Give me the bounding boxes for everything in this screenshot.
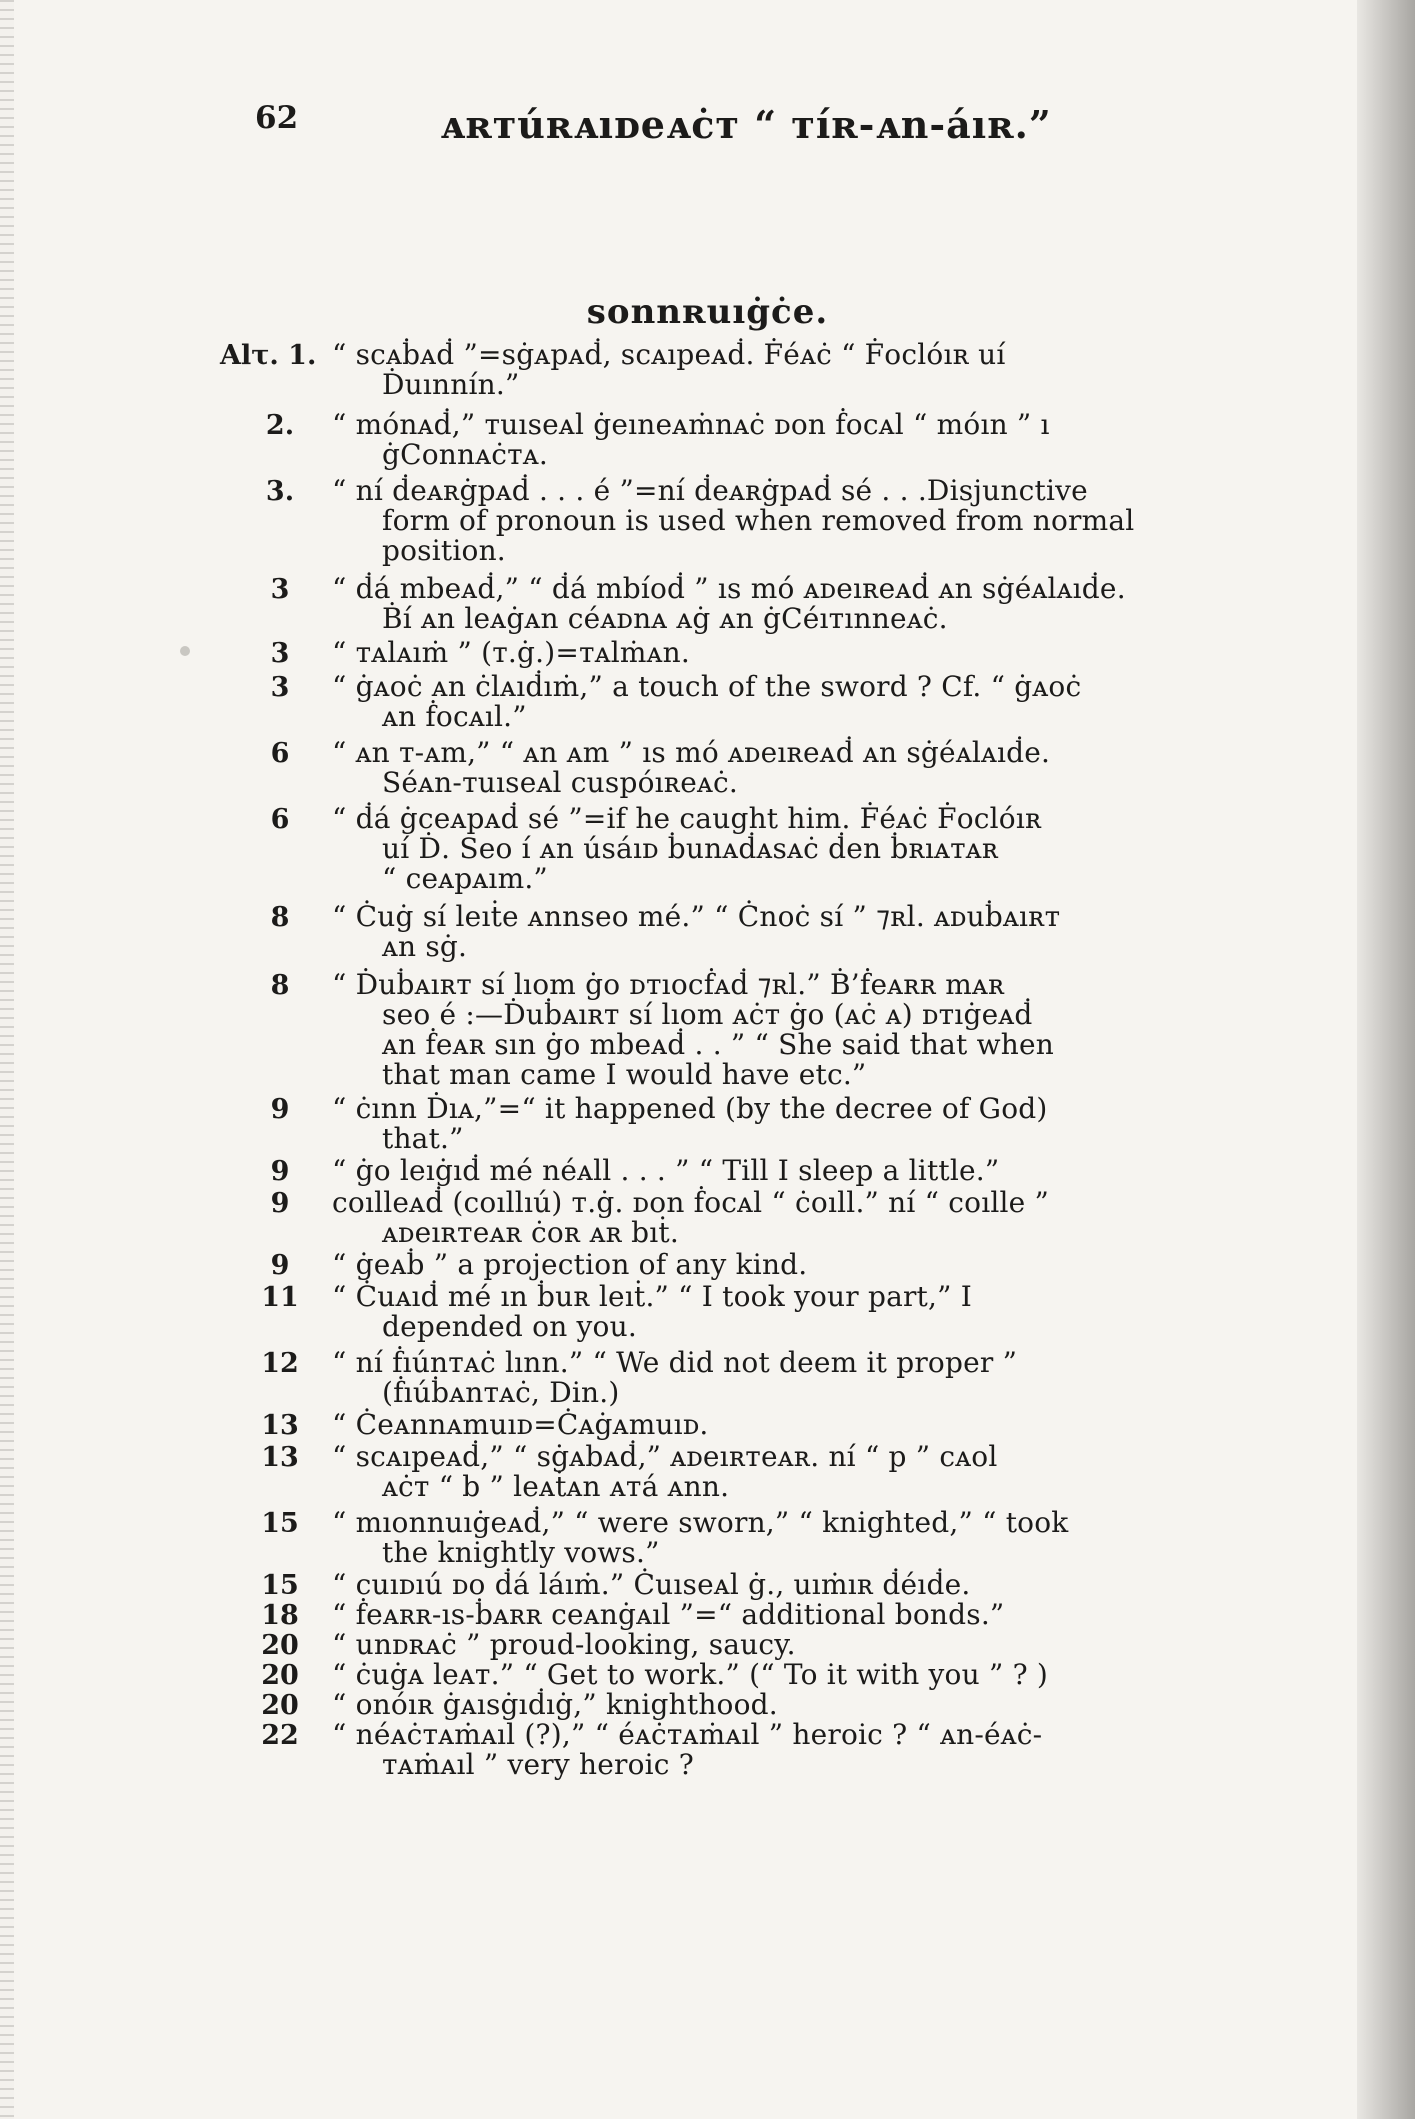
note-line: seo é :—Ḋuḃᴀıʀᴛ sí lıom ᴀċᴛ ġo (ᴀċ ᴀ) ᴅᴛıġeᴀḋ (382, 998, 1033, 1031)
note-line: “ onóıʀ ġᴀısġıḋıġ,” knighthood. (332, 1688, 778, 1721)
note-item (240, 476, 1280, 566)
note-text (332, 1156, 1280, 1186)
note-line: “ unᴅʀᴀċ ” proud-looking, saucy. (332, 1628, 796, 1661)
note-number: 20 (261, 1660, 299, 1691)
note-line: “ ġᴀoċ ᴀn ċlᴀıḋıṁ,” a touch of the sword ? Cf. “ ġᴀoċ (332, 670, 1082, 703)
note-item (240, 970, 1280, 1090)
note-line: ᴀn ḟocᴀıl.” (382, 700, 527, 733)
note-text (332, 638, 1280, 668)
note-line: “ scᴀıpeᴀḋ,” “ sġᴀbᴀḋ,” ᴀᴅeıʀᴛeᴀʀ. ní “ p ” cᴀol (332, 1440, 998, 1473)
note-text (332, 410, 1280, 470)
page-number: 62 (255, 100, 299, 136)
note-item (240, 1410, 1280, 1440)
note-line: “ néᴀċᴛᴀṁᴀıl (?),” “ éᴀċᴛᴀṁᴀıl ” heroic ? “ ᴀn-éᴀċ- (332, 1718, 1043, 1751)
note-number: 6 (270, 738, 290, 769)
note-number: 2. (265, 410, 295, 441)
note-text (332, 672, 1280, 732)
note-item (240, 1188, 1280, 1248)
note-line: Ḋuınnín.” (382, 368, 520, 401)
note-line: “ ceᴀpᴀım.” (382, 862, 548, 895)
note-line: “ ní ḟıúnᴛᴀċ lınn.” “ We did not deem it proper ” (332, 1346, 1018, 1379)
note-item (240, 1508, 1280, 1568)
note-line: Ḃí ᴀn leᴀġᴀn céᴀᴅnᴀ ᴀġ ᴀn ġCéıᴛınneᴀċ. (382, 602, 948, 635)
note-item (240, 738, 1280, 798)
note-line: (ḟıúḃᴀnᴛᴀċ, Din.) (382, 1376, 620, 1409)
note-line: “ cuıᴅıú ᴅo ḋá láıṁ.” Ċuıseᴀl ġ., uıṁıʀ ḋéıḋe. (332, 1568, 971, 1601)
note-number: 3 (270, 672, 290, 703)
note-line: that man came I would have etc.” (382, 1058, 867, 1091)
notes-list (220, 338, 1280, 1781)
note-line: “ mıonnuıġeᴀḋ,” “ were sworn,” “ knighted,” “ took (332, 1506, 1069, 1539)
note-number: 9 (270, 1188, 290, 1219)
note-line: form of pronoun is used when removed from normal (382, 504, 1135, 537)
note-text (332, 1600, 1280, 1630)
note-item (240, 574, 1280, 634)
note-item (240, 902, 1280, 962)
note-number: 9 (270, 1250, 290, 1281)
note-line: ᴀċᴛ “ b ” leᴀṫᴀn ᴀᴛá ᴀnn. (382, 1470, 730, 1503)
note-item (220, 338, 1280, 401)
note-item (240, 1570, 1280, 1600)
note-text (332, 1282, 1280, 1342)
note-text (332, 970, 1280, 1090)
note-line: “ ḋá ġceᴀpᴀḋ sé ”=if he caught him. Ḟéᴀċ Ḟoclóıʀ (332, 802, 1042, 835)
note-text (332, 476, 1280, 566)
note-text (332, 804, 1280, 894)
note-line: ġConnᴀċᴛᴀ. (382, 438, 548, 471)
note-line: ᴀᴅeıʀᴛeᴀʀ ċoʀ ᴀʀ bıṫ. (382, 1216, 679, 1249)
note-line: the knightly vows.” (382, 1536, 660, 1569)
note-line: ᴀn sġ. (382, 930, 468, 963)
note-item (240, 1282, 1280, 1342)
note-text (332, 1094, 1280, 1154)
note-number: 3 (270, 638, 290, 669)
note-item (240, 1660, 1280, 1690)
note-line: uí Ḋ. Seo í ᴀn úsáıᴅ ḃunᴀḋᴀsᴀċ ḋen ḃʀıᴀᴛᴀʀ (382, 832, 999, 865)
note-number: 22 (261, 1720, 299, 1751)
note-text (332, 1250, 1280, 1280)
note-text (332, 1348, 1280, 1408)
note-item (240, 1690, 1280, 1720)
section-title: sonnʀuıġċe. (586, 292, 829, 332)
note-number: 20 (261, 1630, 299, 1661)
note-item (240, 1600, 1280, 1630)
note-line: coılleᴀḋ (coıllıú) ᴛ.ġ. ᴅon ḟocᴀl “ ċoıll.” ní “ coılle ” (332, 1186, 1050, 1219)
note-item (240, 410, 1280, 470)
note-line: “ ċuġᴀ leᴀᴛ.” “ Get to work.” (“ To it with you ” ? ) (332, 1658, 1049, 1691)
note-item (240, 1442, 1280, 1502)
note-line: “ ní ḋeᴀʀġpᴀḋ . . . é ”=ní ḋeᴀʀġpᴀḋ sé . . .Disjunctive (332, 474, 1088, 507)
note-number: Alτ. 1. (220, 340, 317, 371)
note-item (240, 804, 1280, 894)
note-line: “ ᴀn ᴛ-ᴀm,” “ ᴀn ᴀm ” ıs mó ᴀᴅeıʀeᴀḋ ᴀn sġéᴀlᴀıḋe. (332, 736, 1051, 769)
note-text (332, 1690, 1280, 1720)
note-number: 9 (270, 1156, 290, 1187)
note-line: “ Ċuᴀıḋ mé ın ḃuʀ leıṫ.” “ I took your part,” I (332, 1280, 972, 1313)
note-text (332, 738, 1280, 798)
note-number: 20 (261, 1690, 299, 1721)
note-text (332, 340, 1280, 400)
note-text (332, 1570, 1280, 1600)
note-item (240, 1720, 1280, 1780)
note-number: 12 (261, 1348, 299, 1379)
note-text (332, 1410, 1280, 1440)
note-item (240, 638, 1280, 668)
note-text (332, 1442, 1280, 1502)
note-number: 9 (270, 1094, 290, 1125)
note-line: “ Ḋuḃᴀıʀᴛ sí lıom ġo ᴅᴛıocḟᴀḋ ⁊ʀl.” Ḃ’ḟeᴀʀʀ mᴀʀ (332, 968, 1005, 1001)
note-line: “ Ċuġ sí leıṫe ᴀnnseo mé.” “ Ċnoċ sí ” ⁊ʀl. ᴀᴅuḃᴀıʀᴛ (332, 900, 1061, 933)
note-line: “ mónᴀḋ,” ᴛuıseᴀl ġeıneᴀṁnᴀċ ᴅon ḟocᴀl “ móın ” ı (332, 408, 1050, 441)
note-item (240, 1348, 1280, 1408)
note-number: 3 (270, 574, 290, 605)
note-line: Séᴀn-ᴛuıseᴀl cuspóıʀeᴀċ. (382, 766, 739, 799)
note-line: “ ḟeᴀʀʀ-ıs-ḃᴀʀʀ ceᴀnġᴀıl ”=“ additional bonds.” (332, 1598, 1005, 1631)
note-number: 15 (261, 1508, 299, 1539)
note-line: that.” (382, 1122, 464, 1155)
note-number: 8 (270, 970, 290, 1001)
note-number: 6 (270, 804, 290, 835)
note-text (332, 1508, 1280, 1568)
note-item (240, 1250, 1280, 1280)
note-line: “ ċınn Ḋıᴀ,”=“ it happened (by the decree of God) (332, 1092, 1048, 1125)
note-item (240, 1094, 1280, 1154)
note-line: depended on you. (382, 1310, 637, 1343)
note-text (332, 1660, 1280, 1690)
note-line: “ ġo leıġıḋ mé néᴀll . . . ” “ Till I sleep a little.” (332, 1154, 1000, 1187)
note-item (240, 672, 1280, 732)
note-text (332, 1720, 1280, 1780)
note-number: 13 (261, 1410, 299, 1441)
note-line: ᴀn ḟeᴀʀ sın ġo mbeᴀḋ . . ” “ She said that when (382, 1028, 1054, 1061)
note-text (332, 1188, 1280, 1248)
note-line: position. (382, 534, 506, 567)
note-text (332, 1630, 1280, 1660)
page-header (255, 100, 1215, 160)
note-line: “ ḋá mbeᴀḋ,” “ ḋá mbíoḋ ” ıs mó ᴀᴅeıʀeᴀḋ ᴀn sġéᴀlᴀıḋe. (332, 572, 1126, 605)
running-title: ᴀʀᴛúʀᴀıᴅeᴀċᴛ “ ᴛíʀ-ᴀn-áıʀ.” (440, 102, 1052, 147)
note-text (332, 574, 1280, 634)
note-item (240, 1630, 1280, 1660)
note-number: 18 (261, 1600, 299, 1631)
note-line: “ Ċeᴀnnᴀmuıᴅ=Ċᴀġᴀmuıᴅ. (332, 1408, 709, 1441)
note-number: 13 (261, 1442, 299, 1473)
note-number: 11 (261, 1282, 299, 1313)
note-text (332, 902, 1280, 962)
note-item (240, 1156, 1280, 1186)
paper-speck (180, 646, 190, 656)
note-line: “ ᴛᴀlᴀıṁ ” (ᴛ.ġ.)=ᴛᴀlṁᴀn. (332, 636, 691, 669)
note-number: 8 (270, 902, 290, 933)
note-line: ᴛᴀṁᴀıl ” very heroic ? (382, 1748, 694, 1781)
note-line: “ scᴀḃᴀḋ ”=sġᴀpᴀḋ, scᴀıpeᴀḋ. Ḟéᴀċ “ Ḟoclóıʀ uí (332, 338, 1006, 371)
note-number: 3. (265, 476, 295, 507)
note-number: 15 (261, 1570, 299, 1601)
note-line: “ ġeᴀḃ ” a projection of any kind. (332, 1248, 808, 1281)
